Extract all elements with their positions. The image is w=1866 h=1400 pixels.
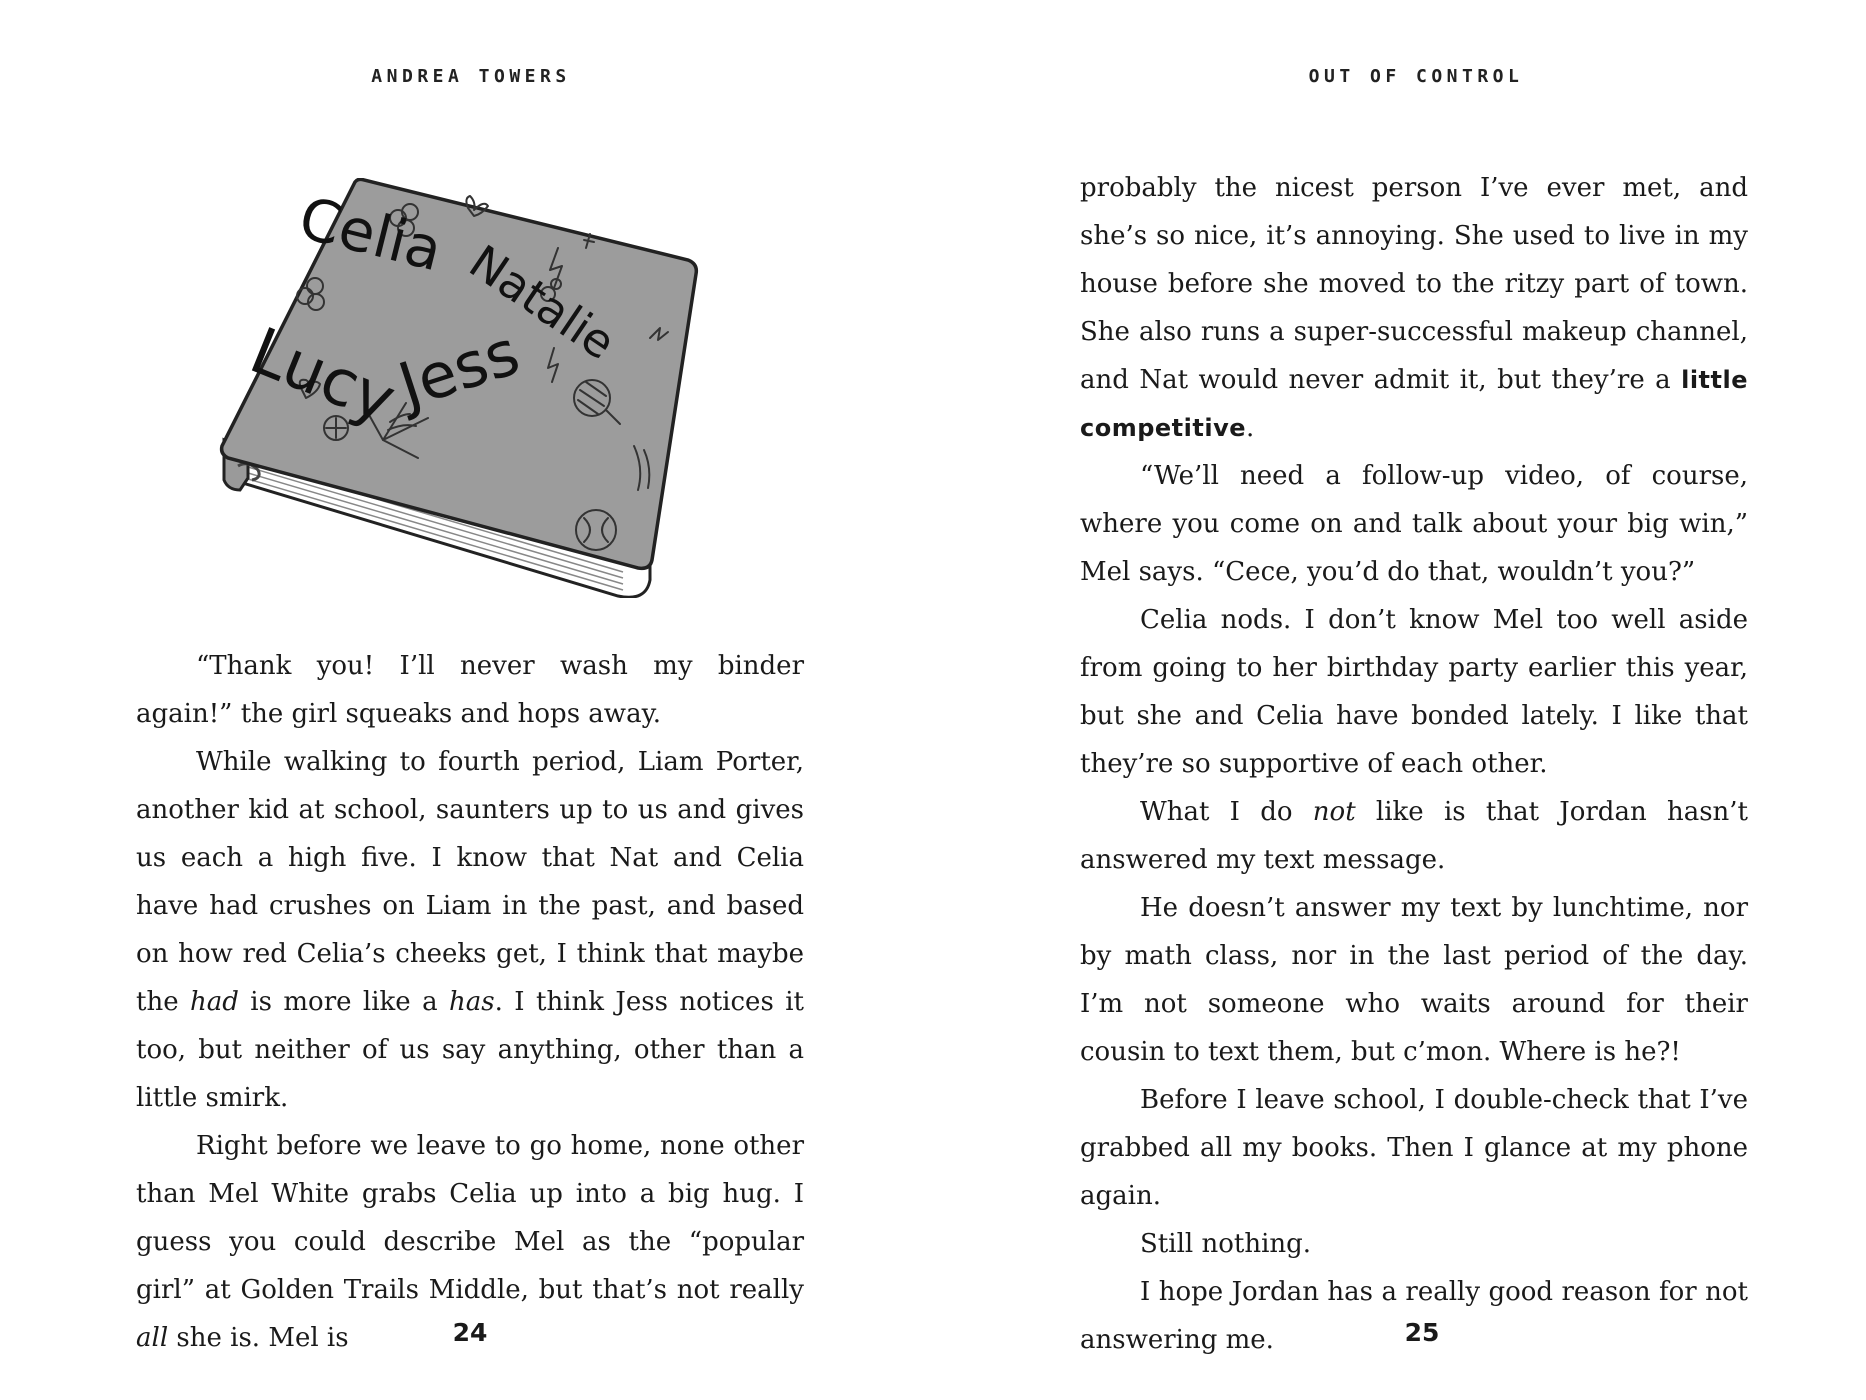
paragraph: Celia nods. I don’t know Mel too well aside from going to her birthday party earlier this year, but she and Celia have bonded lately. I like that they’re so supportive of each other. bbox=[1080, 605, 1748, 779]
paragraph: “Thank you! I’ll never wash my binder again!” the girl squeaks and hops away. bbox=[136, 651, 804, 729]
binder-name-jess: Jess bbox=[390, 315, 528, 423]
paragraph: He doesn’t answer my text by lunchtime, nor by math class, nor in the last period of the day. I’m not someone who waits around for their cousin to text them, but c’mon. Where is he?! bbox=[1080, 893, 1748, 1067]
paragraph: While walking to fourth period, Liam Porter, another kid at school, saunters up to us and gives us each a high five. I know that Nat and Celia have had crushes on Liam in the past, and based on how red Celia’s cheeks get, I think that maybe the had is more like a has. I think Jess notices it too, but neither of us say anything, other than a little smirk. bbox=[136, 747, 804, 1113]
paragraph: I hope Jordan has a really good reason for not answering me. bbox=[1080, 1277, 1748, 1355]
paragraph: “We’ll need a follow-up video, of course, where you come on and talk about your big win,” Mel says. “Cece, you’d do that, wouldn’t you?” bbox=[1080, 461, 1748, 587]
paragraph: What I do not like is that Jordan hasn’t answered my text message. bbox=[1080, 797, 1749, 875]
paragraph: Right before we leave to go home, none other than Mel White grabs Celia up into a big hug. I guess you could describe Mel as the “popular girl” at Golden Trails Middle, but that’s not really all she is. Mel is bbox=[136, 1131, 804, 1353]
right-page-text bbox=[1080, 164, 1748, 1364]
paragraph: Before I leave school, I double-check that I’ve grabbed all my books. Then I glance at my phone again. bbox=[1080, 1085, 1748, 1211]
paragraph: Still nothing. bbox=[1140, 1229, 1312, 1259]
binder-name-lucy: Lucy bbox=[240, 314, 406, 439]
binder-name-celia: Celia bbox=[292, 183, 449, 285]
binder-illustration bbox=[218, 178, 708, 598]
left-page-text bbox=[136, 642, 804, 1362]
paragraph: probably the nicest person I’ve ever met, and she’s so nice, it’s annoying. She used to live in my house before she moved to the ritzy part of town. She also runs a super-successful makeup channel, and Nat would never admit it, but they’re a little competitive. bbox=[1080, 173, 1748, 443]
running-head-title: OUT OF CONTROL bbox=[1308, 66, 1524, 87]
page-number-left: 24 bbox=[452, 1318, 488, 1347]
page-number-right: 25 bbox=[1404, 1318, 1440, 1347]
running-head-author: ANDREA TOWERS bbox=[371, 66, 571, 87]
binder-name-natalie: Natalie bbox=[459, 234, 625, 371]
